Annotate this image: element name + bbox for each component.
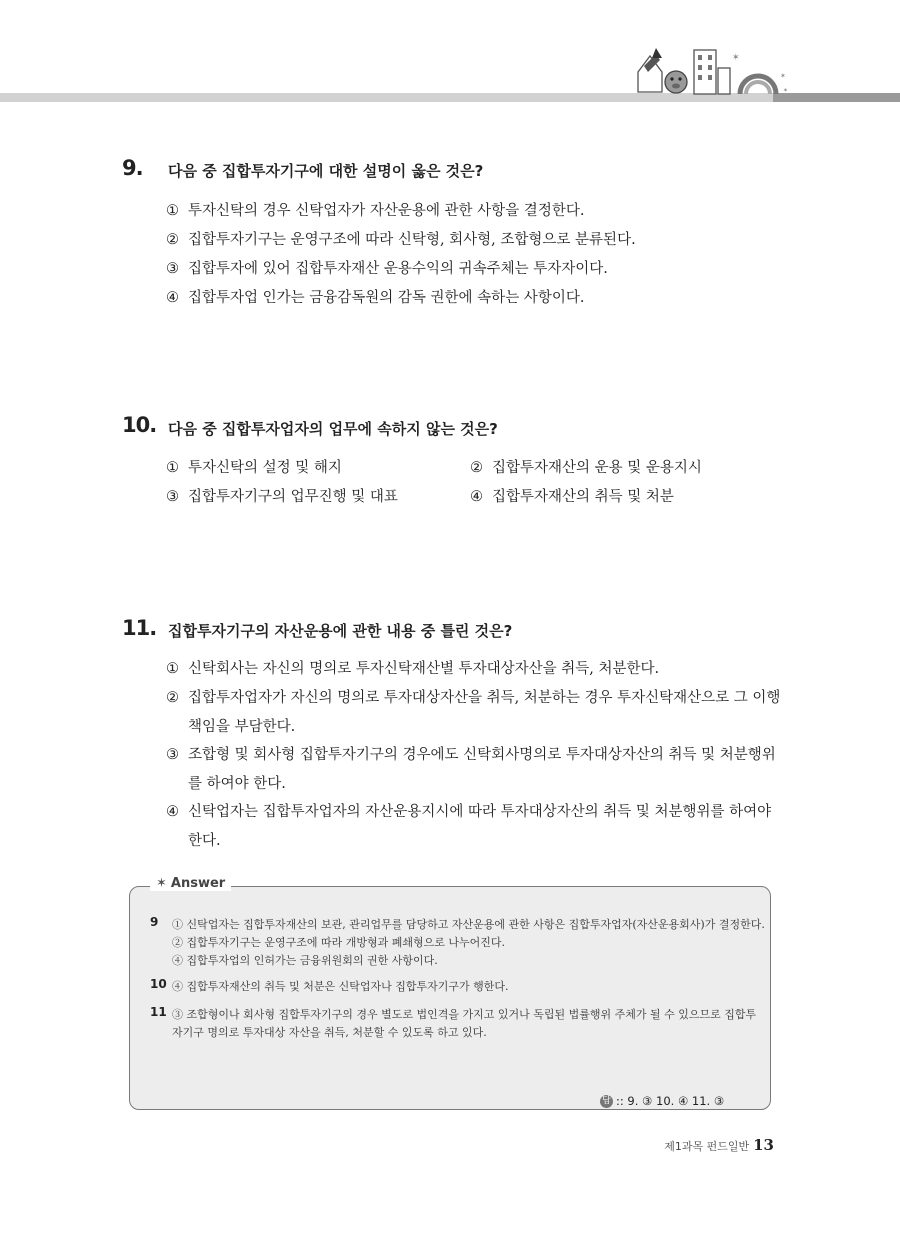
answer-badge-icon: 답 [600,1095,613,1108]
option-text: 집합투자기구의 업무진행 및 대표 [188,489,398,505]
question-10-option-4 [470,485,674,506]
option-marker: ① [166,460,179,476]
town-illustration-icon [628,42,793,102]
answer-10-line-1: ④ 집합투자재산의 취득 및 처분은 신탁업자나 집합투자기구가 행한다. [172,980,509,993]
question-10-text: 다음 중 집합투자업자의 업무에 속하지 않는 것은? [168,420,498,438]
answer-9-line-1: ① 신탁업자는 집합투자재산의 보관, 관리업무를 담당하고 자산운용에 관한 사항은 집합투자업자(자산운용회사)가 결정한다. [172,918,765,931]
option-marker: ④ [470,489,483,505]
question-11-number: 11. [122,616,157,640]
question-11-option-4-continued: 한다. [188,833,221,849]
answer-9-number: 9 [150,915,159,929]
question-11-option-3-continued: 를 하여야 한다. [188,776,286,792]
option-text: 집합투자재산의 취득 및 처분 [492,489,674,505]
answer-heading [150,876,231,891]
option-text: 투자신탁의 경우 신탁업자가 자산운용에 관한 사항을 결정한다. [188,203,585,219]
option-marker: ③ [166,489,179,505]
answer-10-number: 10 [150,977,167,991]
option-marker: ③ [166,261,179,277]
question-10-option-1 [166,456,342,477]
answer-11-number: 11 [150,1005,167,1019]
option-marker: ④ [166,804,179,820]
question-9-text: 다음 중 집합투자기구에 대한 설명이 옳은 것은? [168,162,484,180]
option-text: 조합형 및 회사형 집합투자기구의 경우에도 신탁회사명의로 투자대상자산의 취득 및 처분행위 [188,747,776,763]
final-answers-text: :: 9. ③ 10. ④ 11. ③ [616,1094,725,1108]
question-10-number: 10. [122,413,157,437]
question-9-option-2 [166,228,636,249]
option-text: 집합투자에 있어 집합투자재산 운용수익의 귀속주체는 투자자이다. [188,261,608,277]
option-text: 투자신탁의 설정 및 해지 [188,460,342,476]
footer-subject: 제1과목 펀드일반 [664,1140,750,1153]
answer-11-line-2: 자기구 명의로 투자대상 자산을 취득, 처분할 수 있도록 하고 있다. [172,1026,487,1039]
final-answers [600,1094,724,1108]
question-9-option-4 [166,286,584,307]
answer-9-line-3: ④ 집합투자업의 인허가는 금융위원회의 권한 사항이다. [172,954,438,967]
option-marker: ④ [166,290,179,306]
option-marker: ① [166,203,179,219]
question-11-option-2-continued: 책임을 부담한다. [188,719,296,735]
star-icon: ✶ [156,876,167,891]
svg-text:✶: ✶ [780,72,786,80]
option-text: 신탁회사는 자신의 명의로 투자신탁재산별 투자대상자산을 취득, 처분한다. [188,661,660,677]
page-number: 13 [753,1136,774,1154]
page-footer [664,1136,774,1154]
question-11-text: 집합투자기구의 자산운용에 관한 내용 중 틀린 것은? [168,622,513,640]
question-11-option-3 [166,743,776,764]
question-9-option-3 [166,257,608,278]
question-11-option-1 [166,657,659,678]
option-marker: ① [166,661,179,677]
option-marker: ② [166,690,179,706]
question-10-option-2 [470,456,702,477]
option-text: 신탁업자는 집합투자업자의 자산운용지시에 따라 투자대상자산의 취득 및 처분행위를 하여야 [188,804,772,820]
question-11-option-4 [166,800,771,821]
option-marker: ② [166,232,179,248]
svg-text:✶: ✶ [732,53,740,63]
question-9-option-1 [166,199,584,220]
option-text: 집합투자기구는 운영구조에 따라 신탁형, 회사형, 조합형으로 분류된다. [188,232,636,248]
option-marker: ② [470,460,483,476]
question-10-option-3 [166,485,398,506]
option-text: 집합투자업자가 자신의 명의로 투자대상자산을 취득, 처분하는 경우 투자신탁재산으로 그 이행 [188,690,781,706]
question-9-number: 9. [122,156,143,180]
answer-9-line-2: ② 집합투자기구는 운영구조에 따라 개방형과 폐쇄형으로 나누어진다. [172,936,506,949]
answer-title: Answer [170,876,226,891]
option-marker: ③ [166,747,179,763]
question-11-option-2 [166,686,780,707]
option-text: 집합투자업 인가는 금융감독원의 감독 권한에 속하는 사항이다. [188,290,585,306]
option-text: 집합투자재산의 운용 및 운용지시 [492,460,702,476]
answer-11-line-1: ③ 조합형이나 회사형 집합투자기구의 경우 별도로 법인격을 가지고 있거나 독립된 법률행위 주체가 될 수 있으므로 집합투 [172,1008,757,1021]
svg-text:✶: ✶ [783,87,789,94]
